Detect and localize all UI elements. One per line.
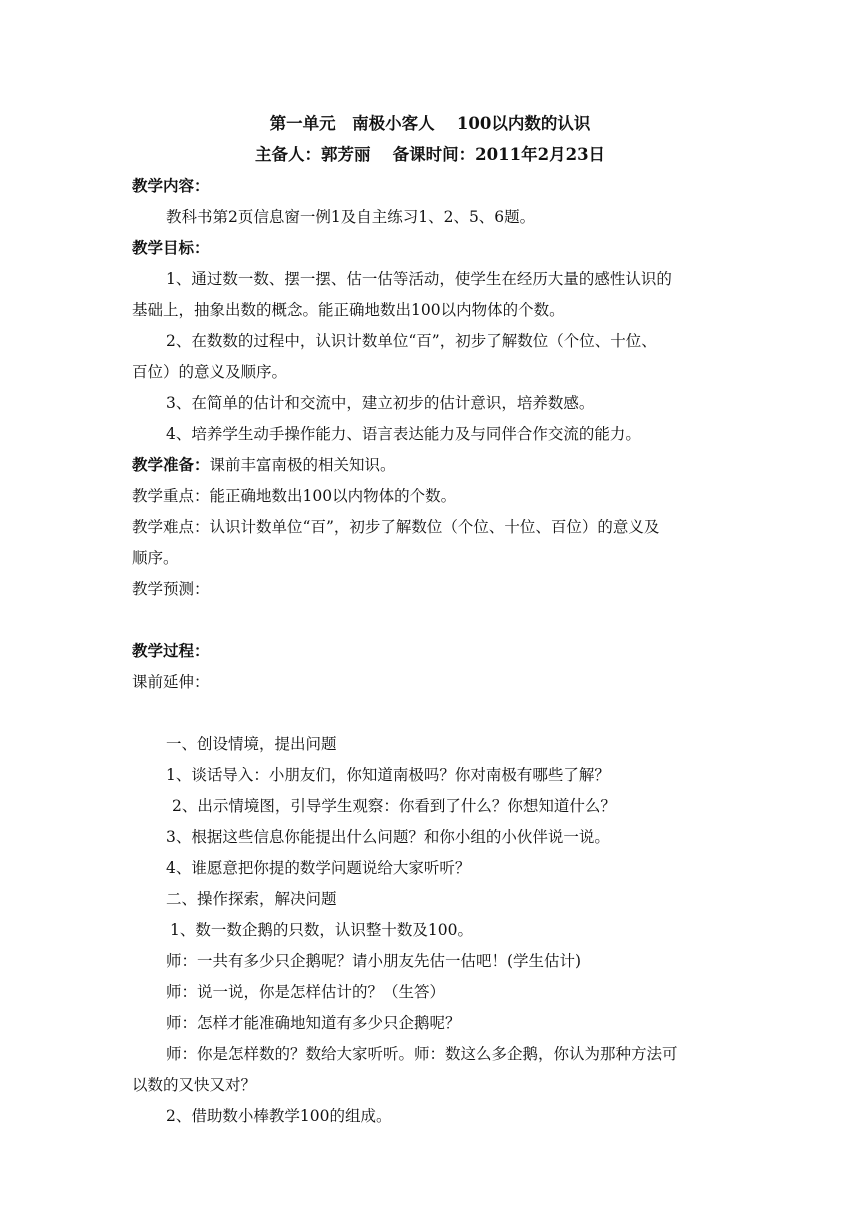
difficulty-text-cont: 顺序。 [132, 549, 179, 567]
goal-line: 2、在数数的过程中，认识计数单位“百”，初步了解数位（个位、十位、 [166, 332, 657, 350]
process-label: 教学过程： [132, 641, 210, 660]
process-line: 2、出示情境图，引导学生观察：你看到了什么？你想知道什么？ [172, 797, 616, 815]
process-line: 1、谈话导入：小朋友们，你知道南极吗？你对南极有哪些了解？ [166, 766, 610, 784]
key-row [132, 486, 860, 506]
process-line: 1、数一数企鹅的只数，认识整十数及100。 [170, 921, 473, 939]
goals-label: 教学目标： [132, 238, 210, 257]
process-line: 师：你是怎样数的？数给大家听听。师：数这么多企鹅，你认为那种方法可 [166, 1045, 678, 1063]
goal-line: 3、在简单的估计和交流中，建立初步的估计意识，培养数感。 [166, 394, 595, 412]
process-line: 一、创设情境，提出问题 [166, 735, 337, 753]
process-line: 以数的又快又对？ [132, 1076, 257, 1094]
process-line: 2、借助数小棒教学100的组成。 [166, 1107, 392, 1125]
pre-extension-label: 课前延伸： [132, 673, 210, 691]
difficulty-text: 认识计数单位“百”，初步了解数位（个位、十位、百位）的意义及 [209, 518, 660, 536]
document-subtitle: 主备人：郭芳丽 备课时间：2011年2月23日 [254, 145, 606, 164]
document-title: 第一单元 南极小客人 100以内数的认识 [269, 114, 591, 133]
process-line: 师：一共有多少只企鹅呢？请小朋友先估一估吧！(学生估计) [166, 952, 582, 970]
process-line: 师：怎样才能准确地知道有多少只企鹅呢？ [166, 1014, 461, 1032]
goal-line: 百位）的意义及顺序。 [132, 363, 288, 381]
difficulty-label: 教学难点： [132, 518, 210, 536]
key-label: 教学重点： [132, 487, 210, 505]
goal-line: 基础上，抽象出数的概念。能正确地数出100以内物体的个数。 [132, 301, 565, 319]
process-line: 3、根据这些信息你能提出什么问题？和你小组的小伙伴说一说。 [166, 828, 610, 846]
process-line: 师：说一说，你是怎样估计的？（生答） [166, 983, 446, 1001]
prep-text: 课前丰富南极的相关知识。 [209, 456, 396, 474]
process-line: 4、谁愿意把你提的数学问题说给大家听听？ [166, 859, 471, 877]
key-text: 能正确地数出100以内物体的个数。 [209, 487, 457, 505]
content-label: 教学内容： [132, 176, 210, 195]
prep-row [132, 455, 860, 475]
forecast-label: 教学预测： [132, 580, 210, 598]
goal-line: 4、培养学生动手操作能力、语言表达能力及与同伴合作交流的能力。 [166, 425, 641, 443]
difficulty-row [132, 517, 860, 537]
content-text: 教科书第2页信息窗一例1及自主练习1、2、5、6题。 [166, 208, 536, 226]
goal-line: 1、通过数一数、摆一摆、估一估等活动，使学生在经历大量的感性认识的 [166, 270, 672, 288]
prep-label: 教学准备： [132, 455, 210, 474]
process-line: 二、操作探索，解决问题 [166, 890, 337, 908]
